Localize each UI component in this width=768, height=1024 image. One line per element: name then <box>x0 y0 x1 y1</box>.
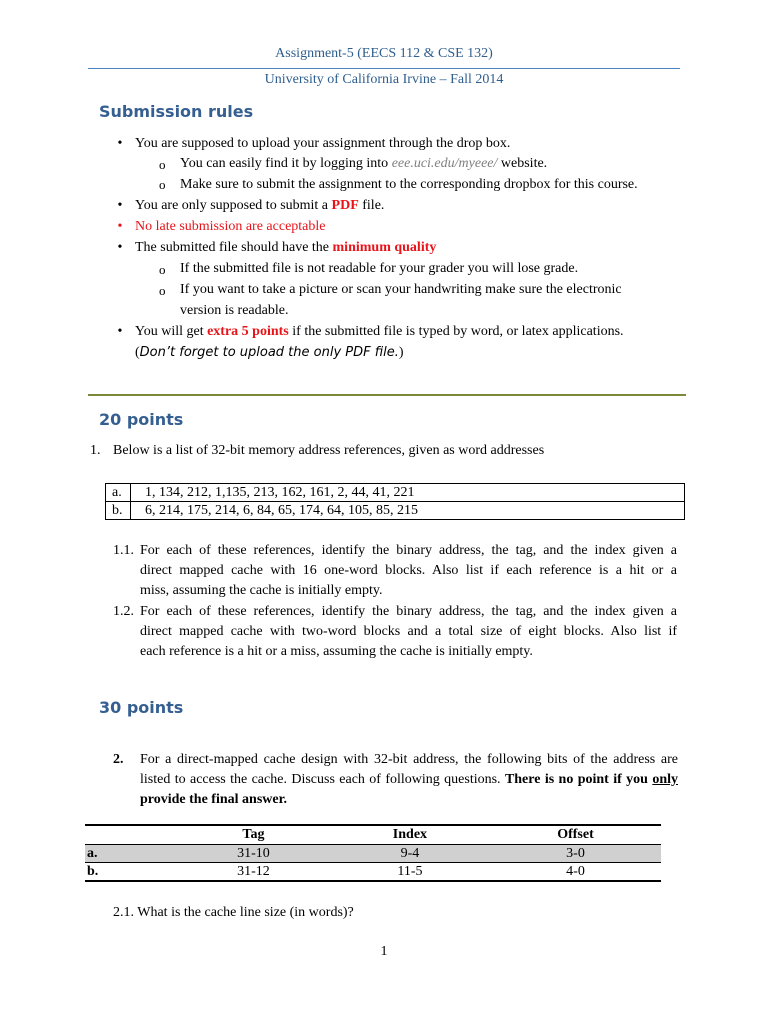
row-label: a. <box>106 484 131 502</box>
cell-index: 9-4 <box>330 845 490 863</box>
cell-tag: 31-10 <box>177 845 330 863</box>
rule-scan-a: If you want to take a picture or scan your handwriting make sure the electronic <box>180 282 622 297</box>
rule-extra-points: You will get extra 5 points if the submitted file is typed by word, or latex applications. <box>135 324 624 339</box>
col-offset: Offset <box>490 825 661 845</box>
submission-rules-heading: Submission rules <box>99 102 254 121</box>
rule-note: (Don’t forget to upload the only PDF file.) <box>135 345 404 360</box>
table-row <box>106 502 685 520</box>
cell-index: 11-5 <box>397 863 423 879</box>
row-label: b. <box>87 863 99 879</box>
p12-number: 1.2. <box>113 604 134 619</box>
table-row <box>85 863 661 882</box>
q2-text: For a direct-mapped cache design with 32-bit address, the following bits of the address are listed to access the cache. Discuss each of following questions. There is no point if you only provide the final answer. <box>140 752 679 807</box>
page-number: 1 <box>380 944 388 959</box>
sub-bullet-icon: o <box>159 157 166 172</box>
q2-number: 2. <box>113 752 124 767</box>
address-references-table <box>105 483 685 520</box>
p11-number: 1.1. <box>113 543 134 558</box>
p12-text: For each of these references, identify the binary address, the tag, and the index given a direct mapped cache with two-word blocks and a total size of eight blocks. Also list if each reference is a hit or a miss, assuming the cache is initially empty. <box>140 604 677 659</box>
sub-bullet-icon: o <box>159 177 166 192</box>
sub-bullet-icon: o <box>159 262 166 277</box>
cell-offset: 3-0 <box>490 845 661 863</box>
col-index: Index <box>330 825 490 845</box>
header-divider <box>88 68 680 69</box>
row-label: b. <box>106 502 131 520</box>
rule-find-dropbox: You can easily find it by logging into eee.uci.edu/myeee/ website. <box>180 156 548 171</box>
rule-quality: The submitted file should have the minimum quality <box>135 240 437 255</box>
cell-tag: 31-12 <box>237 863 270 879</box>
rule-readable: If the submitted file is not readable for your grader you will lose grade. <box>180 261 579 276</box>
section-30-points-heading: 30 points <box>99 698 184 717</box>
row-values: 1, 134, 212, 1,135, 213, 162, 161, 2, 44, 41, 221 <box>131 484 685 502</box>
section-divider <box>88 394 686 396</box>
rule-scan-b: version is readable. <box>180 303 289 318</box>
rule-no-late: No late submission are acceptable <box>135 219 326 234</box>
dropbox-link[interactable]: eee.uci.edu/myeee/ <box>391 156 498 171</box>
section-20-points-heading: 20 points <box>99 410 184 429</box>
cell-offset: 4-0 <box>566 863 585 879</box>
rule-correct-dropbox: Make sure to submit the assignment to the corresponding dropbox for this course. <box>180 177 638 192</box>
rule-upload: You are supposed to upload your assignment through the drop box. <box>135 136 511 151</box>
bullet-icon: • <box>117 136 123 151</box>
table-header-row <box>85 825 661 845</box>
bullet-icon: • <box>117 198 123 213</box>
col-tag: Tag <box>177 825 330 845</box>
bullet-icon: • <box>117 240 123 255</box>
rule-pdf-only: You are only supposed to submit a PDF file. <box>135 198 385 213</box>
sub-bullet-icon: o <box>159 283 166 298</box>
q1-number: 1. <box>90 443 101 458</box>
table-row <box>106 484 685 502</box>
bullet-icon: • <box>117 219 123 234</box>
q1-text: Below is a list of 32-bit memory address references, given as word addresses <box>113 443 545 458</box>
p11-text: For each of these references, identify the binary address, the tag, and the index given a direct mapped cache with 16 one-word blocks. Also list if each reference is a hit or a miss, assuming the cache is initially empty. <box>140 543 677 598</box>
table-row <box>85 845 661 863</box>
q21-text: 2.1. What is the cache line size (in words)? <box>113 905 354 920</box>
header-course: Assignment-5 (EECS 112 & CSE 132) <box>275 46 493 61</box>
header-university: University of California Irvine – Fall 2014 <box>264 72 504 87</box>
address-bits-table <box>85 824 661 882</box>
row-label: a. <box>85 845 177 863</box>
bullet-icon: • <box>117 324 123 339</box>
row-values: 6, 214, 175, 214, 6, 84, 65, 174, 64, 105, 85, 215 <box>131 502 685 520</box>
